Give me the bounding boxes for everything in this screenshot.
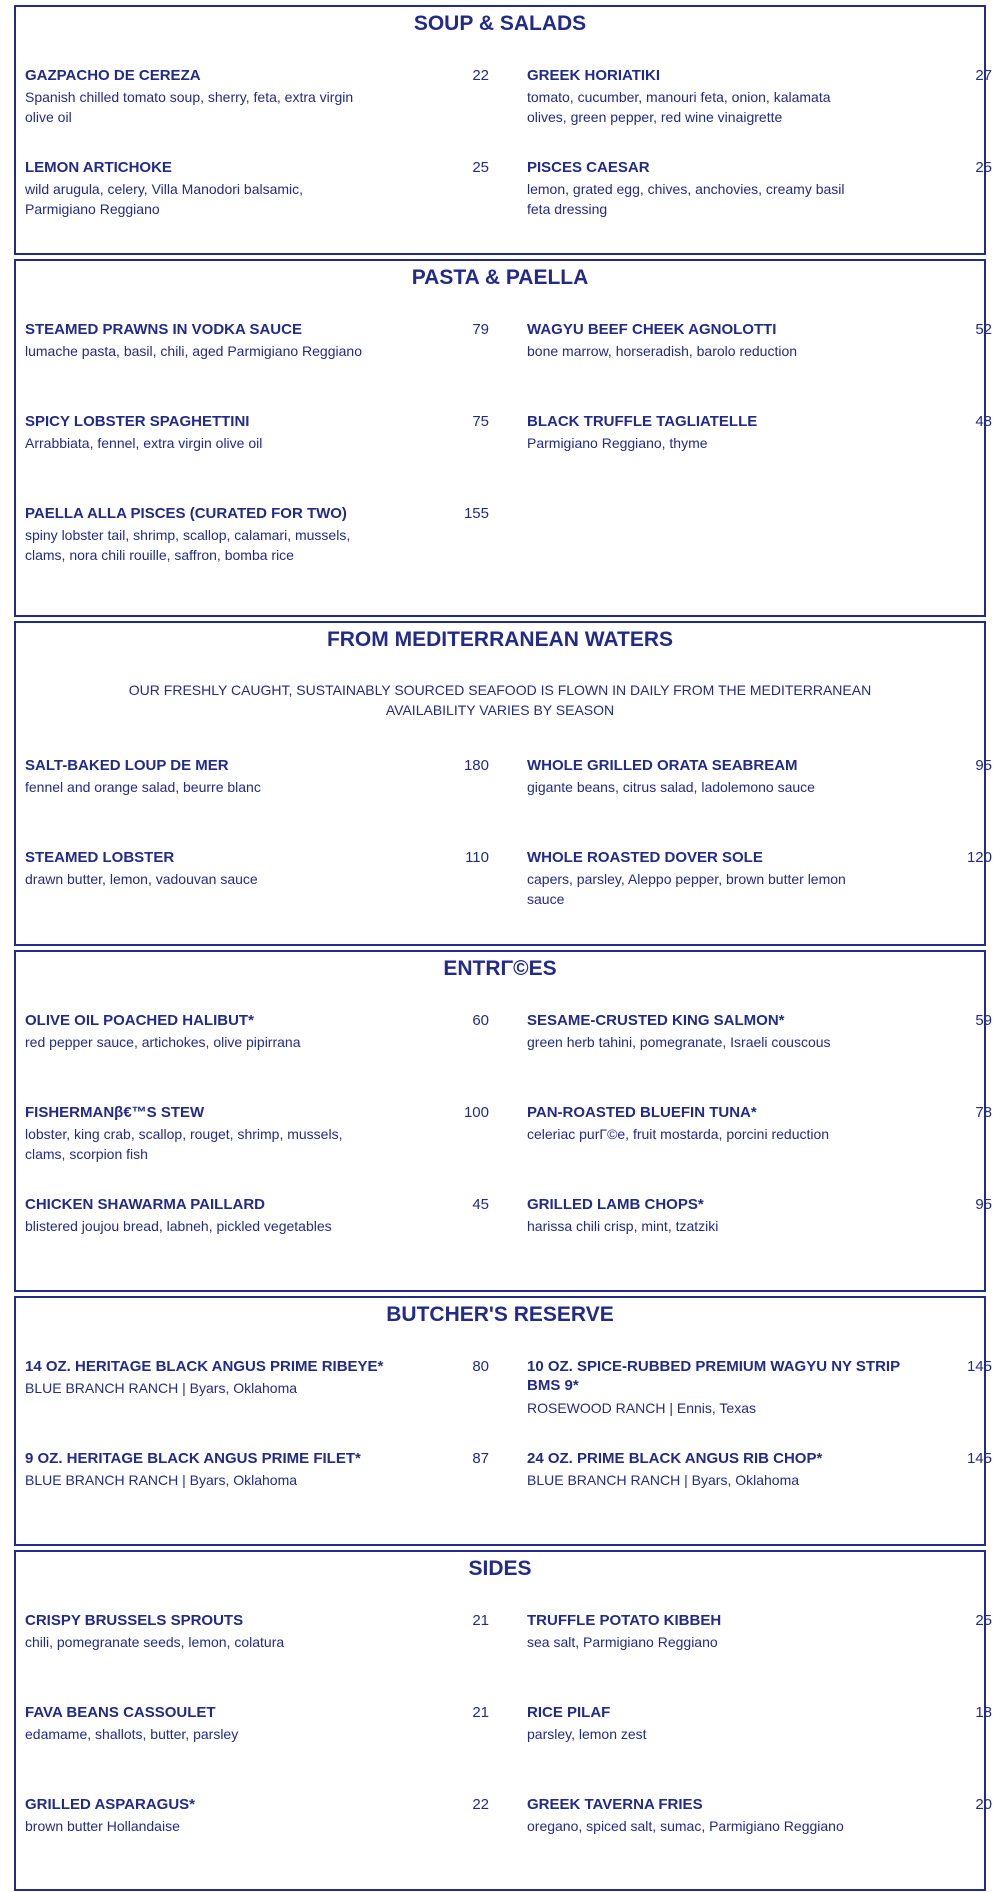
item-price: 110 bbox=[465, 849, 489, 866]
item-description: harissa chili crisp, mint, tzatziki bbox=[527, 1218, 719, 1234]
item-description: ROSEWOOD RANCH | Ennis, Texas bbox=[527, 1400, 756, 1416]
item-price: 95 bbox=[975, 757, 992, 774]
item-description: celeriac purΓ©e, fruit mostarda, porcini reduction bbox=[527, 1126, 830, 1142]
item-description: capers, parsley, Aleppo pepper, brown butter lemon sauce bbox=[527, 871, 846, 907]
item-price: 78 bbox=[975, 1104, 992, 1121]
item-description: sea salt, Parmigiano Reggiano bbox=[527, 1634, 718, 1650]
item-price: 21 bbox=[472, 1704, 489, 1721]
item-description: Spanish chilled tomato soup, sherry, feta, extra virgin olive oil bbox=[25, 89, 354, 125]
item-description: gigante beans, citrus salad, ladolemono sauce bbox=[527, 779, 815, 795]
item-price: 155 bbox=[463, 505, 489, 522]
item-name: FISHERMANβ€™S STEW bbox=[25, 1104, 205, 1121]
item-price: 79 bbox=[472, 321, 489, 338]
item-name: GAZPACHO DE CEREZA bbox=[25, 67, 201, 84]
item-name: LEMON ARTICHOKE bbox=[25, 159, 172, 176]
item-description: Arrabbiata, fennel, extra virgin olive oil bbox=[25, 435, 263, 451]
item-description: tomato, cucumber, manouri feta, onion, kalamata olives, green pepper, red wine vinaigrette bbox=[527, 89, 831, 125]
item-price: 22 bbox=[472, 1796, 489, 1813]
item-description: drawn butter, lemon, vadouvan sauce bbox=[25, 871, 258, 887]
item-description: wild arugula, celery, Villa Manodori balsamic, Parmigiano Reggiano bbox=[25, 181, 304, 217]
item-description: lobster, king crab, scallop, rouget, shrimp, mussels, clams, scorpion fish bbox=[25, 1126, 343, 1162]
item-price: 59 bbox=[975, 1012, 992, 1029]
item-name: WAGYU BEEF CHEEK AGNOLOTTI bbox=[527, 321, 777, 338]
item-name: CHICKEN SHAWARMA PAILLARD bbox=[25, 1196, 265, 1213]
item-description: lumache pasta, basil, chili, aged Parmigiano Reggiano bbox=[25, 343, 362, 359]
item-name: STEAMED LOBSTER bbox=[25, 849, 175, 866]
item-price: 27 bbox=[975, 67, 992, 84]
item-price: 25 bbox=[975, 159, 992, 176]
item-name: 10 OZ. SPICE-RUBBED PREMIUM WAGYU NY STRIP BMS 9* bbox=[527, 1358, 900, 1394]
item-price: 45 bbox=[472, 1196, 489, 1213]
item-price: 25 bbox=[472, 159, 489, 176]
section-title: ENTRΓ©ES bbox=[443, 957, 557, 980]
item-description: red pepper sauce, artichokes, olive pipirrana bbox=[25, 1034, 301, 1050]
item-name: 24 OZ. PRIME BLACK ANGUS RIB CHOP* bbox=[527, 1450, 823, 1467]
section-soup-salads bbox=[14, 5, 992, 255]
item-price: 80 bbox=[472, 1358, 489, 1375]
item-name: 14 OZ. HERITAGE BLACK ANGUS PRIME RIBEYE* bbox=[25, 1358, 384, 1375]
item-price: 120 bbox=[966, 849, 992, 866]
item-price: 180 bbox=[463, 757, 489, 774]
section-entrees bbox=[14, 950, 992, 1292]
item-name: WHOLE ROASTED DOVER SOLE bbox=[527, 849, 763, 866]
item-name: GRILLED LAMB CHOPS* bbox=[527, 1196, 704, 1213]
section-note: AVAILABILITY VARIES BY SEASON bbox=[385, 702, 615, 718]
item-description: Parmigiano Reggiano, thyme bbox=[527, 435, 708, 451]
item-name: SESAME-CRUSTED KING SALMON* bbox=[527, 1012, 785, 1029]
item-price: 20 bbox=[975, 1796, 992, 1813]
item-name: GREEK HORIATIKI bbox=[527, 67, 661, 84]
item-description: fennel and orange salad, beurre blanc bbox=[25, 779, 261, 795]
item-name: GRILLED ASPARAGUS* bbox=[25, 1796, 196, 1813]
item-description: chili, pomegranate seeds, lemon, colatura bbox=[25, 1634, 285, 1650]
section-title: SOUP & SALADS bbox=[413, 12, 587, 35]
item-price: 52 bbox=[975, 321, 992, 338]
item-description: bone marrow, horseradish, barolo reduction bbox=[527, 343, 798, 359]
section-title: FROM MEDITERRANEAN WATERS bbox=[326, 628, 674, 651]
item-description: oregano, spiced salt, sumac, Parmigiano Reggiano bbox=[527, 1818, 844, 1834]
item-description: parsley, lemon zest bbox=[527, 1726, 647, 1742]
item-price: 95 bbox=[975, 1196, 992, 1213]
item-name: STEAMED PRAWNS IN VODKA SAUCE bbox=[25, 321, 302, 338]
item-price: 22 bbox=[472, 67, 489, 84]
section-title: BUTCHER'S RESERVE bbox=[386, 1303, 614, 1326]
item-name: TRUFFLE POTATO KIBBEH bbox=[527, 1612, 722, 1629]
item-description: brown butter Hollandaise bbox=[25, 1818, 180, 1834]
item-price: 21 bbox=[472, 1612, 489, 1629]
item-price: 60 bbox=[472, 1012, 489, 1029]
item-name: SALT-BAKED LOUP DE MER bbox=[25, 757, 229, 774]
section-mediterranean-waters bbox=[14, 621, 992, 946]
item-price: 18 bbox=[975, 1704, 992, 1721]
item-price: 145 bbox=[966, 1358, 992, 1375]
item-name: CRISPY BRUSSELS SPROUTS bbox=[25, 1612, 244, 1629]
section-note: OUR FRESHLY CAUGHT, SUSTAINABLY SOURCED SEAFOOD IS FLOWN IN DAILY FROM THE MEDITERRANEAN bbox=[128, 682, 872, 698]
item-name: PISCES CAESAR bbox=[527, 159, 650, 176]
item-description: blistered joujou bread, labneh, pickled vegetables bbox=[25, 1218, 332, 1234]
item-name: SPICY LOBSTER SPAGHETTINI bbox=[25, 413, 250, 430]
item-name: WHOLE GRILLED ORATA SEABREAM bbox=[527, 757, 798, 774]
item-description: BLUE BRANCH RANCH | Byars, Oklahoma bbox=[25, 1472, 298, 1488]
item-price: 87 bbox=[472, 1450, 489, 1467]
section-title: PASTA & PAELLA bbox=[411, 266, 589, 289]
item-description: BLUE BRANCH RANCH | Byars, Oklahoma bbox=[527, 1472, 800, 1488]
item-name: PAELLA ALLA PISCES (CURATED FOR TWO) bbox=[25, 505, 347, 522]
item-name: FAVA BEANS CASSOULET bbox=[25, 1704, 216, 1721]
item-price: 48 bbox=[975, 413, 992, 430]
item-description: edamame, shallots, butter, parsley bbox=[25, 1726, 239, 1742]
item-description: BLUE BRANCH RANCH | Byars, Oklahoma bbox=[25, 1380, 298, 1396]
item-name: 9 OZ. HERITAGE BLACK ANGUS PRIME FILET* bbox=[25, 1450, 361, 1467]
item-name: BLACK TRUFFLE TAGLIATELLE bbox=[527, 413, 758, 430]
section-title: SIDES bbox=[468, 1557, 532, 1580]
item-price: 100 bbox=[463, 1104, 489, 1121]
item-description: spiny lobster tail, shrimp, scallop, calamari, mussels, clams, nora chili rouille, saffron, bomba rice bbox=[25, 527, 351, 563]
item-price: 25 bbox=[975, 1612, 992, 1629]
section-sides bbox=[14, 1550, 992, 1891]
item-name: PAN-ROASTED BLUEFIN TUNA* bbox=[527, 1104, 757, 1121]
item-name: OLIVE OIL POACHED HALIBUT* bbox=[25, 1012, 254, 1029]
section-butchers-reserve bbox=[14, 1296, 992, 1546]
section-pasta-paella bbox=[14, 259, 992, 617]
item-description: lemon, grated egg, chives, anchovies, creamy basil feta dressing bbox=[527, 181, 845, 217]
item-name: GREEK TAVERNA FRIES bbox=[527, 1796, 703, 1813]
item-price: 145 bbox=[966, 1450, 992, 1467]
item-price: 75 bbox=[472, 413, 489, 430]
item-description: green herb tahini, pomegranate, Israeli couscous bbox=[527, 1034, 831, 1050]
item-name: RICE PILAF bbox=[527, 1704, 611, 1721]
